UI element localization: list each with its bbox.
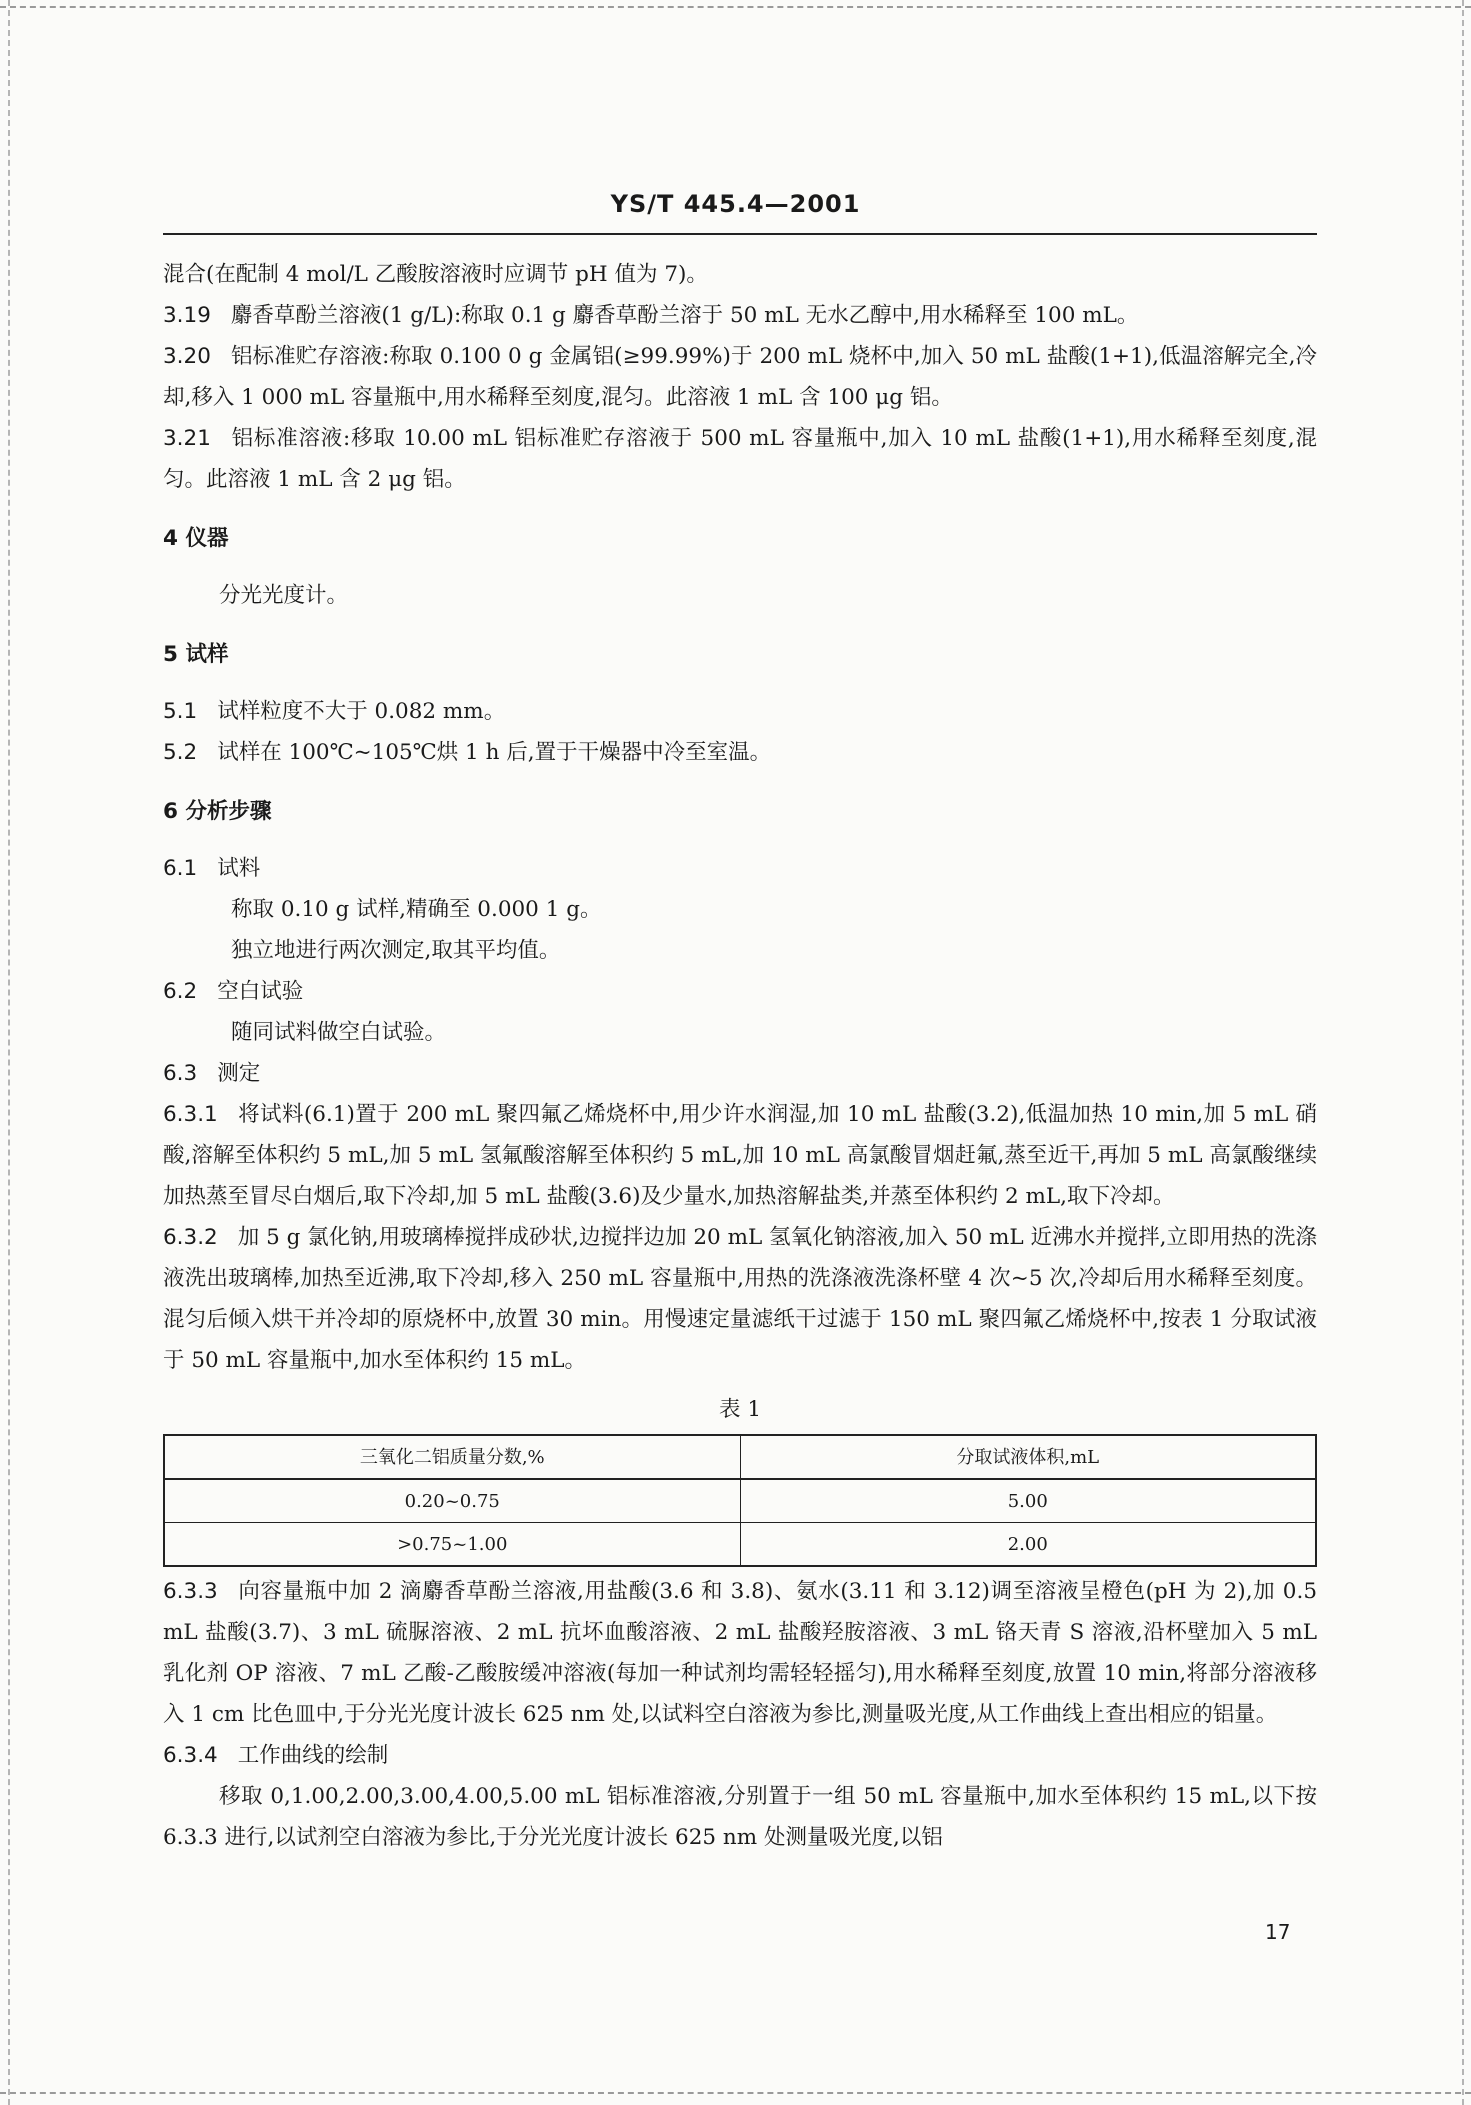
table-1: [163, 1434, 1317, 1567]
clause-6-3-2: [163, 1217, 1317, 1381]
paragraph-instrument: 分光光度计。: [219, 583, 349, 608]
scan-edge-bottom: [0, 2092, 1471, 2094]
clause-6-3-title: [163, 1053, 1317, 1094]
section-heading-4: 4 仪器: [163, 526, 229, 551]
clause-title: 工作曲线的绘制: [237, 1743, 389, 1768]
header-rule: [163, 233, 1317, 235]
clause-6-3-4-title: [163, 1735, 1317, 1776]
table-header-cell: 三氧化二铝质量分数,%: [164, 1435, 740, 1479]
standard-code: YS/T 445.4—2001: [610, 190, 861, 218]
document-body: [163, 254, 1317, 1858]
clause-title: 试料: [217, 856, 261, 881]
section-heading-5: 5 试样: [163, 642, 229, 667]
clause-3-19: [163, 295, 1317, 336]
table-cell: 0.20~0.75: [164, 1479, 740, 1523]
table-cell: 2.00: [740, 1523, 1316, 1567]
clause-number: 6.1: [163, 856, 198, 881]
clause-6-3-1: [163, 1094, 1317, 1217]
clause-6-1-title: [163, 848, 1317, 889]
clause-number: 6.3.3: [163, 1579, 218, 1604]
clause-text: 麝香草酚兰溶液(1 g/L):称取 0.1 g 麝香草酚兰溶于 50 mL 无水乙醇中,用水稀释至 100 mL。: [230, 303, 1139, 328]
clause-title: 空白试验: [217, 979, 304, 1004]
clause-number: 6.3: [163, 1061, 198, 1086]
clause-number: 5.2: [163, 740, 198, 765]
scan-edge-top: [0, 6, 1471, 8]
table-row: [164, 1479, 1316, 1523]
table-row: [164, 1523, 1316, 1567]
clause-text: 试样在 100℃~105℃烘 1 h 后,置于干燥器中冷至室温。: [217, 740, 772, 765]
clause-3-21: [163, 418, 1317, 500]
clause-text: 将试料(6.1)置于 200 mL 聚四氟乙烯烧杯中,用少许水润湿,加 10 mL 盐酸(3.2),低温加热 10 min,加 5 mL 硝酸,溶解至体积约 5 mL,加 5 mL 氢氟酸溶解至体积约 5 mL,加 10 mL 高氯酸冒烟赶氟,蒸至近干,再加 5 mL 高氯酸继续加热蒸至冒尽白烟后,取下冷却,加 5 mL 盐酸(3.6)及少量水,加热溶解盐类,并蒸至体积约 2 mL,取下冷却。: [163, 1102, 1317, 1209]
section-heading-6: 6 分析步骤: [163, 799, 272, 824]
table-caption: 表 1: [718, 1397, 761, 1422]
table-header-row: [164, 1435, 1316, 1479]
table-cell: >0.75~1.00: [164, 1523, 740, 1567]
clause-title: 测定: [217, 1061, 261, 1086]
clause-number: 6.2: [163, 979, 198, 1004]
clause-number: 3.21: [163, 426, 211, 451]
clause-number: 6.3.1: [163, 1102, 218, 1127]
clause-6-3-4-text: 移取 0,1.00,2.00,3.00,4.00,5.00 mL 铝标准溶液,分别置于一组 50 mL 容量瓶中,加水至体积约 15 mL,以下按 6.3.3 进行,以试剂空白溶液为参比,于分光光度计波长 625 nm 处测量吸光度,以铝: [163, 1784, 1317, 1850]
clause-text: 铝标准贮存溶液:称取 0.100 0 g 金属铝(≥99.99%)于 200 mL 烧杯中,加入 50 mL 盐酸(1+1),低温溶解完全,冷却,移入 1 000 mL 容量瓶中,用水稀释至刻度,混匀。此溶液 1 mL 含 100 μg 铝。: [163, 344, 1317, 410]
clause-number: 3.20: [163, 344, 211, 369]
table-header-cell: 分取试液体积,mL: [740, 1435, 1316, 1479]
clause-number: 3.19: [163, 303, 211, 328]
clause-6-2-text: 随同试料做空白试验。: [231, 1020, 447, 1045]
clause-number: 6.3.2: [163, 1225, 218, 1250]
scan-edge-right: [1462, 0, 1464, 2105]
clause-5-1: [163, 691, 1317, 732]
table-cell: 5.00: [740, 1479, 1316, 1523]
page-number: 17: [1265, 1920, 1291, 1944]
scan-edge-left: [8, 0, 10, 2105]
clause-5-2: [163, 732, 1317, 773]
clause-3-20: [163, 336, 1317, 418]
clause-6-2-title: [163, 971, 1317, 1012]
clause-number: 5.1: [163, 699, 198, 724]
clause-text: 加 5 g 氯化钠,用玻璃棒搅拌成砂状,边搅拌边加 20 mL 氢氧化钠溶液,加入 50 mL 近沸水并搅拌,立即用热的洗涤液洗出玻璃棒,加热至近沸,取下冷却,移入 250 mL 容量瓶中,用热的洗涤液洗涤杯壁 4 次~5 次,冷却后用水稀释至刻度。混匀后倾入烘干并冷却的原烧杯中,放置 30 min。用慢速定量滤纸干过滤于 150 mL 聚四氟乙烯烧杯中,按表 1 分取试液于 50 mL 容量瓶中,加水至体积约 15 mL。: [163, 1225, 1317, 1373]
clause-text: 铝标准溶液:移取 10.00 mL 铝标准贮存溶液于 500 mL 容量瓶中,加入 10 mL 盐酸(1+1),用水稀释至刻度,混匀。此溶液 1 mL 含 2 μg 铝。: [163, 426, 1317, 492]
clause-number: 6.3.4: [163, 1743, 218, 1768]
clause-6-1-text-a: 称取 0.10 g 试样,精确至 0.000 1 g。: [231, 897, 602, 922]
clause-text: 试样粒度不大于 0.082 mm。: [217, 699, 506, 724]
clause-text: 向容量瓶中加 2 滴麝香草酚兰溶液,用盐酸(3.6 和 3.8)、氨水(3.11 和 3.12)调至溶液呈橙色(pH 为 2),加 0.5 mL 盐酸(3.7)、3 mL 硫脲溶液、2 mL 抗坏血酸溶液、2 mL 盐酸羟胺溶液、3 mL 铬天青 S 溶液,沿杯壁加入 5 mL 乳化剂 OP 溶液、7 mL 乙酸-乙酸胺缓冲溶液(每加一种试剂均需轻轻摇匀),用水稀释至刻度,放置 10 min,将部分溶液移入 1 cm 比色皿中,于分光光度计波长 625 nm 处,以试料空白溶液为参比,测量吸光度,从工作曲线上查出相应的铝量。: [163, 1579, 1317, 1727]
clause-6-1-text-b: 独立地进行两次测定,取其平均值。: [231, 938, 561, 963]
paragraph-continuation: 混合(在配制 4 mol/L 乙酸胺溶液时应调节 pH 值为 7)。: [163, 262, 708, 287]
clause-6-3-3: [163, 1571, 1317, 1735]
